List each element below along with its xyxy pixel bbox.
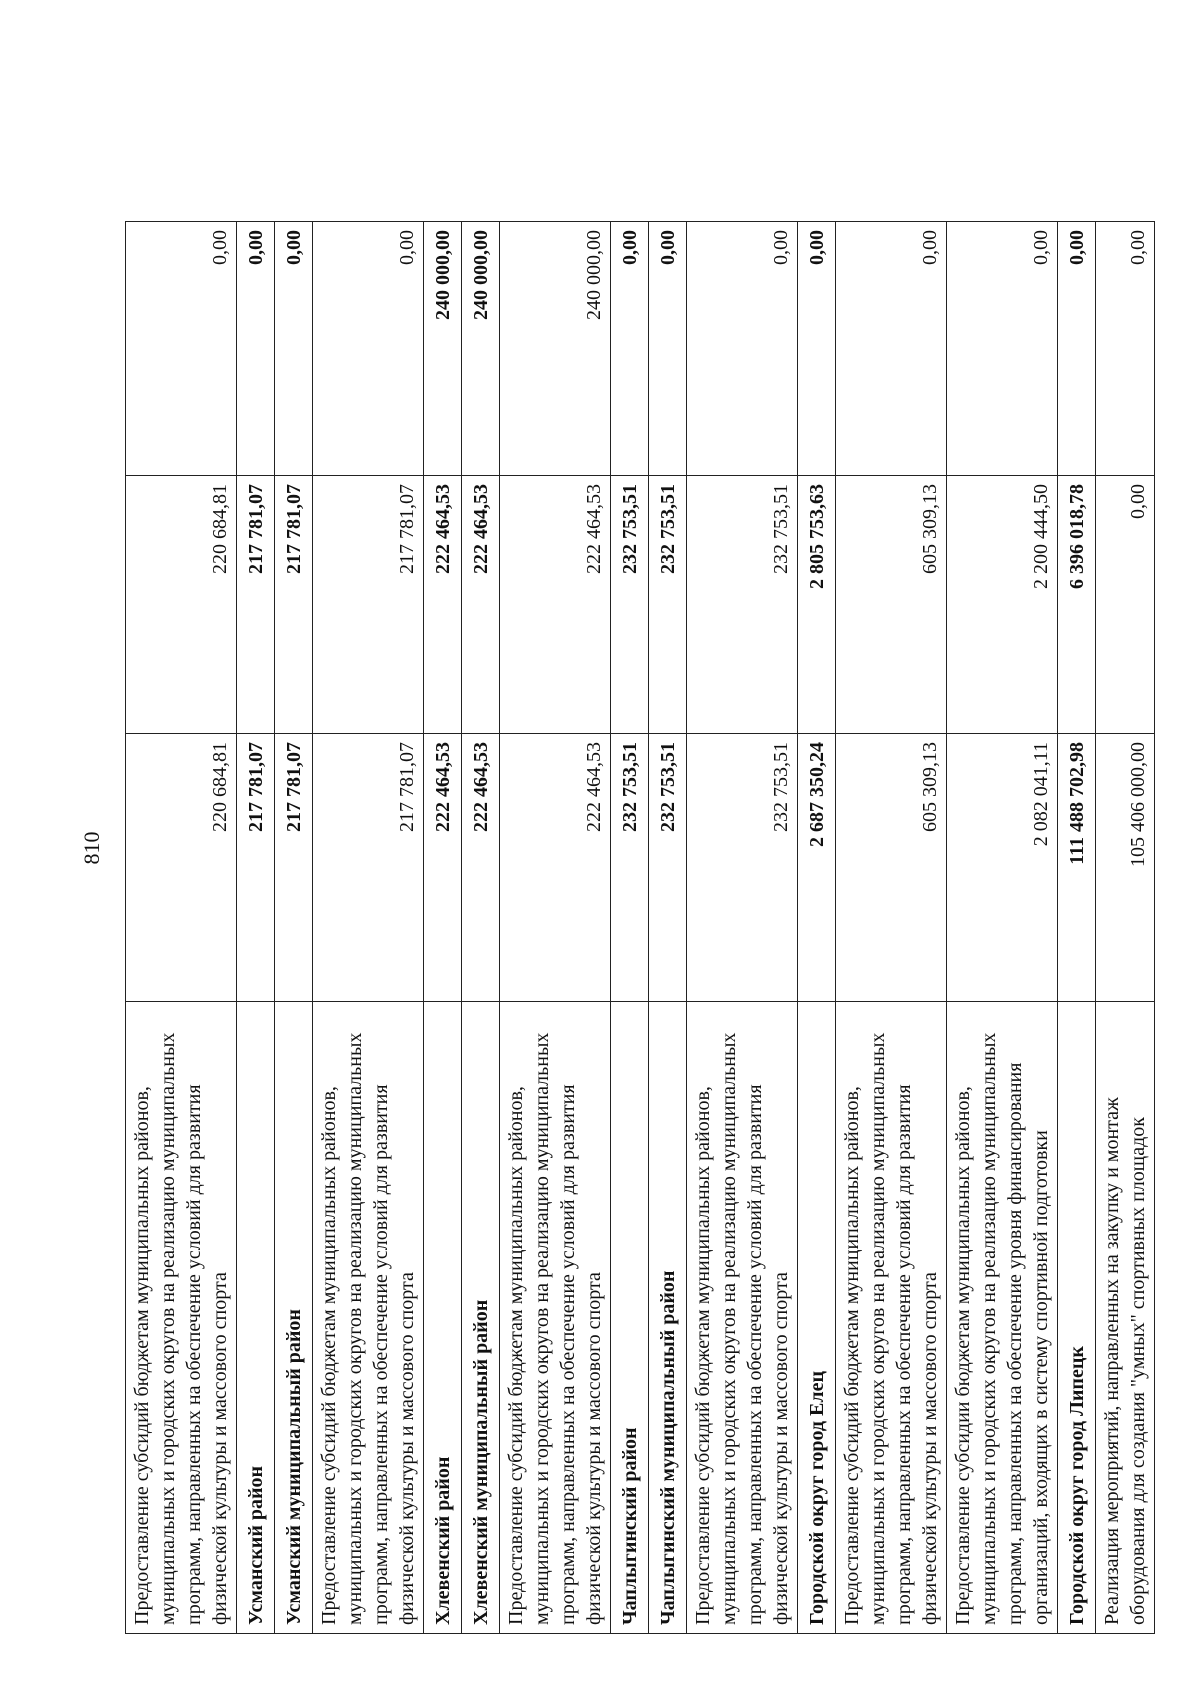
table-row xyxy=(649,222,687,1634)
row-value-1: 232 753,51 xyxy=(687,734,798,1002)
row-value-3: 0,00 xyxy=(1096,222,1155,476)
row-value-1: 222 464,53 xyxy=(462,734,500,1002)
row-value-1: 232 753,51 xyxy=(649,734,687,1002)
table-row xyxy=(275,222,313,1634)
row-value-1: 220 684,81 xyxy=(126,734,237,1002)
table-row xyxy=(611,222,649,1634)
row-value-3: 0,00 xyxy=(126,222,237,476)
row-value-2: 6 396 018,78 xyxy=(1058,476,1096,734)
row-value-2: 0,00 xyxy=(1096,476,1155,734)
row-value-3: 240 000,00 xyxy=(500,222,611,476)
row-value-1: 217 781,07 xyxy=(237,734,275,1002)
page-number: 810 xyxy=(79,831,104,865)
row-value-3: 0,00 xyxy=(947,222,1058,476)
row-value-1: 217 781,07 xyxy=(313,734,424,1002)
row-name: Предоставление субсидий бюджетам муниципальных районов, муниципальных и городских округов на реализацию муниципальных программ, направленных на обеспечение условий для развития физической культуры и массового спорта xyxy=(313,1002,424,1634)
row-value-1: 222 464,53 xyxy=(500,734,611,1002)
row-value-1: 605 309,13 xyxy=(836,734,947,1002)
row-value-3: 0,00 xyxy=(836,222,947,476)
row-value-1: 222 464,53 xyxy=(424,734,462,1002)
table-row xyxy=(462,222,500,1634)
row-name: Предоставление субсидий бюджетам муниципальных районов, муниципальных и городских округов на реализацию муниципальных программ, направленных на обеспечение условий для развития физической культуры и массового спорта xyxy=(687,1002,798,1634)
row-name: Предоставление субсидий бюджетам муниципальных районов, муниципальных и городских округов на реализацию муниципальных программ, направленных на обеспечение условий для развития физической культуры и массового спорта xyxy=(836,1002,947,1634)
table-row xyxy=(798,222,836,1634)
row-value-3: 240 000,00 xyxy=(462,222,500,476)
row-value-1: 111 488 702,98 xyxy=(1058,734,1096,1002)
row-name: Чаплыгинский район xyxy=(611,1002,649,1634)
row-value-2: 2 805 753,63 xyxy=(798,476,836,734)
row-value-3: 0,00 xyxy=(649,222,687,476)
table-row xyxy=(313,222,424,1634)
row-name: Чаплыгинский муниципальный район xyxy=(649,1002,687,1634)
row-value-1: 232 753,51 xyxy=(611,734,649,1002)
row-value-2: 232 753,51 xyxy=(611,476,649,734)
row-name: Предоставление субсидий бюджетам муниципальных районов, муниципальных и городских округов на реализацию муниципальных программ, направленных на обеспечение условий для развития физической культуры и массового спорта xyxy=(126,1002,237,1634)
table-row xyxy=(424,222,462,1634)
row-name: Усманский район xyxy=(237,1002,275,1634)
row-value-2: 217 781,07 xyxy=(275,476,313,734)
row-value-3: 0,00 xyxy=(313,222,424,476)
table-row xyxy=(1096,222,1155,1634)
row-value-1: 105 406 000,00 xyxy=(1096,734,1155,1002)
row-value-1: 2 082 041,11 xyxy=(947,734,1058,1002)
table-row xyxy=(126,222,237,1634)
row-value-3: 0,00 xyxy=(611,222,649,476)
table-row xyxy=(836,222,947,1634)
row-value-1: 217 781,07 xyxy=(275,734,313,1002)
row-value-2: 232 753,51 xyxy=(687,476,798,734)
row-value-3: 0,00 xyxy=(798,222,836,476)
row-name: Предоставление субсидии бюджетам муниципальных районов, муниципальных и городских округов на реализацию муниципальных программ, направленных на обеспечение уровня финансирования организаций, входящих в систему спортивной подготовки xyxy=(947,1002,1058,1634)
row-value-3: 0,00 xyxy=(687,222,798,476)
row-value-3: 0,00 xyxy=(275,222,313,476)
row-value-3: 0,00 xyxy=(1058,222,1096,476)
row-value-2: 232 753,51 xyxy=(649,476,687,734)
row-name: Усманский муниципальный район xyxy=(275,1002,313,1634)
row-value-2: 222 464,53 xyxy=(462,476,500,734)
row-value-2: 217 781,07 xyxy=(313,476,424,734)
row-name: Городской округ город Липецк xyxy=(1058,1002,1096,1634)
row-value-2: 222 464,53 xyxy=(500,476,611,734)
budget-table-rotated xyxy=(125,222,1149,1634)
table-row xyxy=(237,222,275,1634)
row-value-3: 240 000,00 xyxy=(424,222,462,476)
row-value-1: 2 687 350,24 xyxy=(798,734,836,1002)
row-value-3: 0,00 xyxy=(237,222,275,476)
budget-table xyxy=(125,221,1155,1634)
row-name: Городской округ город Елец xyxy=(798,1002,836,1634)
row-value-2: 220 684,81 xyxy=(126,476,237,734)
row-value-2: 605 309,13 xyxy=(836,476,947,734)
table-row xyxy=(947,222,1058,1634)
row-value-2: 222 464,53 xyxy=(424,476,462,734)
row-value-2: 2 200 444,50 xyxy=(947,476,1058,734)
table-row xyxy=(687,222,798,1634)
row-name: Предоставление субсидий бюджетам муниципальных районов, муниципальных и городских округов на реализацию муниципальных программ, направленных на обеспечение условий для развития физической культуры и массового спорта xyxy=(500,1002,611,1634)
table-row xyxy=(1058,222,1096,1634)
row-name: Реализация мероприятий, направленных на закупку и монтаж оборудования для создания "умных" спортивных площадок xyxy=(1096,1002,1155,1634)
row-value-2: 217 781,07 xyxy=(237,476,275,734)
row-name: Хлевенский муниципальный район xyxy=(462,1002,500,1634)
table-row xyxy=(500,222,611,1634)
row-name: Хлевенский район xyxy=(424,1002,462,1634)
